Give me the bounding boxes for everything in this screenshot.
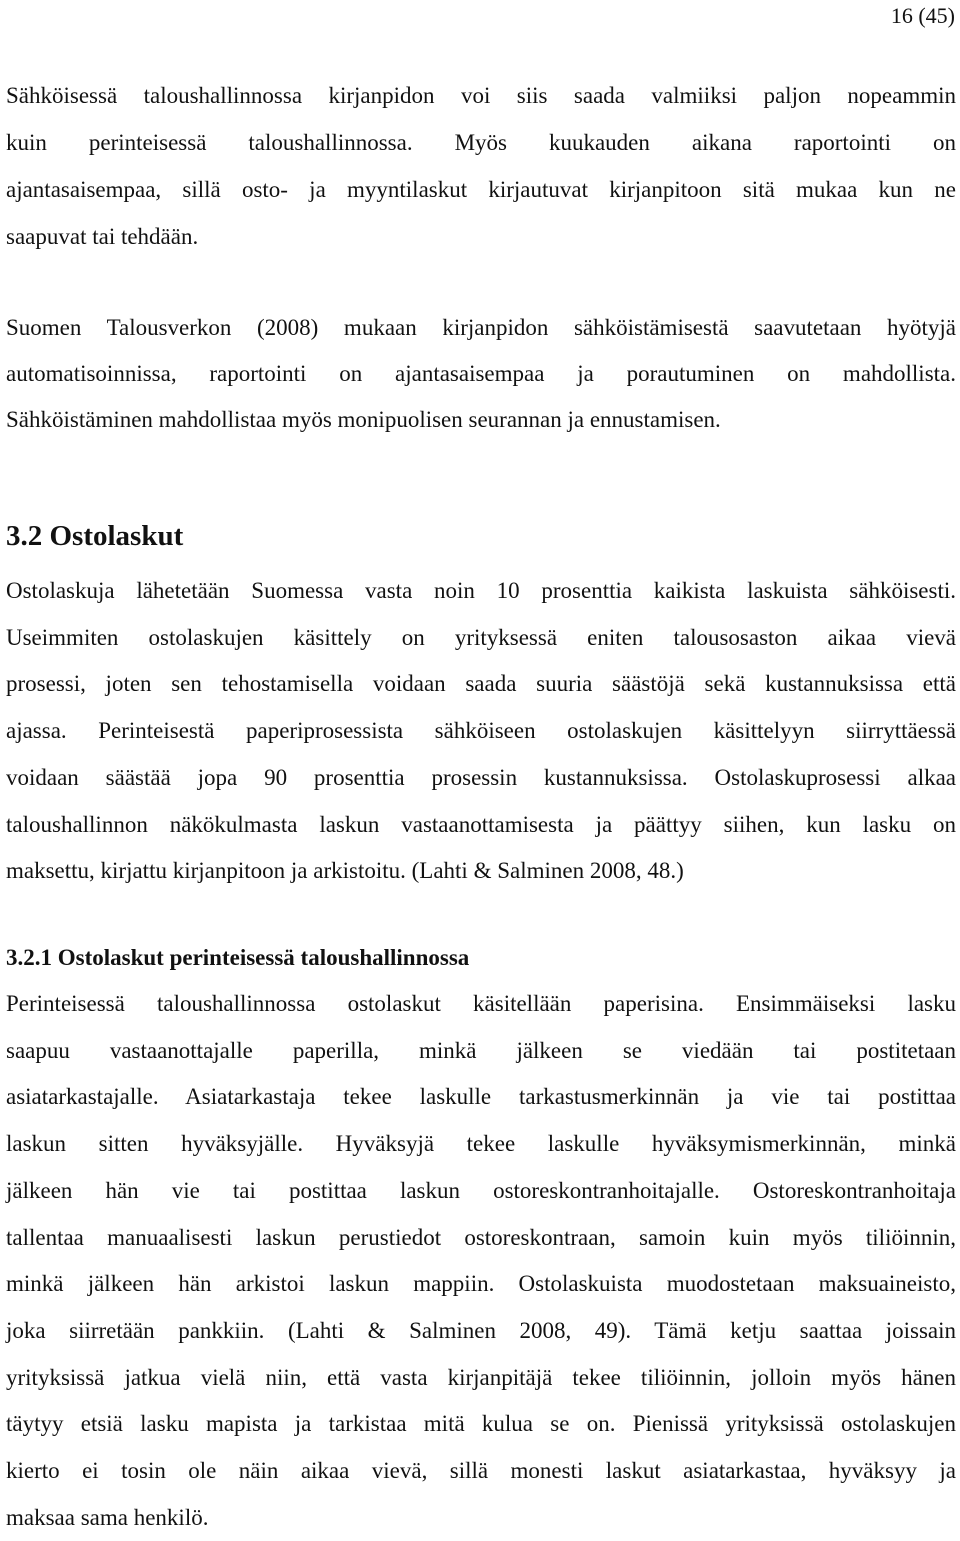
paragraph-talousverkko — [6, 305, 956, 443]
text-line: jälkeen hän vie tai postittaa laskun ostoreskontranhoitajalle. Ostoreskontranhoitaja — [6, 1177, 956, 1203]
text-line: saapuu vastaanottajalle paperilla, minkä jälkeen se viedään tai postitetaan — [6, 1037, 956, 1063]
subsection-heading: 3.2.1 Ostolaskut perinteisessä taloushallinnossa — [6, 945, 470, 970]
text-line: ajassa. Perinteisestä paperiprosessista sähköiseen ostolaskujen käsittelyyn siirryttäessä — [6, 718, 956, 744]
text-line: Ostolaskuja lähetetään Suomessa vasta noin 10 prosenttia kaikista laskuista sähköisesti. — [6, 578, 956, 603]
text-line: taloushallinnon näkökulmasta laskun vastaanottamisesta ja päättyy siihen, kun lasku on — [6, 811, 956, 837]
text-line: asiatarkastajalle. Asiatarkastaja tekee laskulle tarkastusmerkinnän ja vie tai postittaa — [6, 1084, 956, 1110]
text-line: Suomen Talousverkon (2008) mukaan kirjanpidon sähköistämisestä saavutetaan hyötyjä — [6, 315, 956, 340]
paragraph-purchase-invoices — [6, 568, 956, 895]
text-line: kuin perinteisessä taloushallinnossa. Myös kuukauden aikana raportointi on — [6, 130, 956, 155]
text-line: maksettu, kirjattu kirjanpitoon ja arkistoitu. (Lahti & Salminen 2008, 48.) — [6, 858, 684, 884]
text-line: prosessi, joten sen tehostamisella voidaan saada suuria säästöjä sekä kustannuksissa että — [6, 671, 956, 697]
text-line: voidaan säästää jopa 90 prosenttia prosessin kustannuksissa. Ostolaskuprosessi alkaa — [6, 764, 956, 790]
text-line: Perinteisessä taloushallinnossa ostolaskut käsitellään paperisina. Ensimmäiseksi lasku — [6, 991, 956, 1016]
paragraph-traditional-processing — [6, 981, 956, 1541]
text-line: Sähköistäminen mahdollistaa myös monipuolisen seurannan ja ennustamisen. — [6, 407, 721, 432]
text-line: täytyy etsiä lasku mapista ja tarkistaa mitä kulua se on. Pienissä yrityksissä ostolaskujen — [6, 1411, 956, 1437]
text-line: Useimmiten ostolaskujen käsittely on yrityksessä eniten talousosaston aikaa vievä — [6, 624, 956, 650]
text-line: ajantasaisempaa, sillä osto- ja myyntilaskut kirjautuvat kirjanpitoon sitä mukaa kun ne — [6, 177, 956, 202]
text-line: kierto ei tosin ole näin aikaa vievä, sillä monesti laskut asiatarkastaa, hyväksyy ja — [6, 1458, 956, 1484]
text-line: minkä jälkeen hän arkistoi laskun mappiin. Ostolaskuista muodostetaan maksuaineisto, — [6, 1271, 956, 1297]
text-line: laskun sitten hyväksyjälle. Hyväksyjä tekee laskulle hyväksymismerkinnän, minkä — [6, 1131, 956, 1157]
text-line: yrityksissä jatkua vielä niin, että vasta kirjanpitäjä tekee tiliöinnin, jolloin myös hänen — [6, 1364, 956, 1390]
text-line: tallentaa manuaalisesti laskun perustiedot ostoreskontraan, samoin kuin myös tiliöinnin, — [6, 1224, 956, 1250]
text-line: automatisoinnissa, raportointi on ajantasaisempaa ja porautuminen on mahdollista. — [6, 361, 956, 386]
page-number: 16 (45) — [890, 3, 955, 28]
paragraph-electronic-bookkeeping — [6, 72, 956, 260]
text-line: maksaa sama henkilö. — [6, 1504, 209, 1530]
text-line: joka siirretään pankkiin. (Lahti & Salminen 2008, 49). Tämä ketju saattaa joissain — [6, 1317, 956, 1343]
section-heading: 3.2 Ostolaskut — [6, 520, 184, 552]
text-line: saapuvat tai tehdään. — [6, 224, 199, 249]
text-line: Sähköisessä taloushallinnossa kirjanpidon voi siis saada valmiiksi paljon nopeammin — [6, 83, 956, 108]
